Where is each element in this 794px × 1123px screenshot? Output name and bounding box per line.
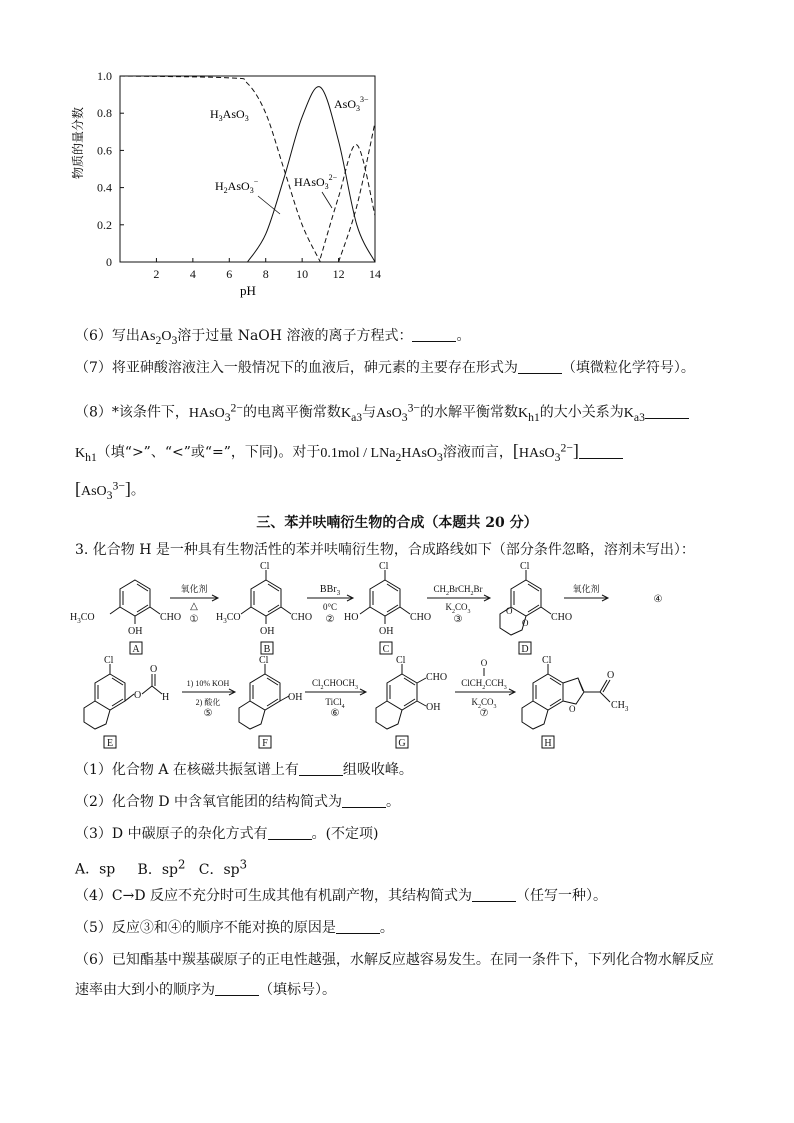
svg-text:OH: OH: [288, 692, 303, 703]
label-h3aso3: $H_3AsO_3$: [210, 107, 249, 123]
svg-text:K2CO3: $K_2CO_3$: [445, 602, 471, 615]
svg-text:Cl: Cl: [542, 655, 552, 666]
svg-text:H3CO: $H_3CO$: [216, 612, 241, 625]
x-tick-label: 14: [369, 267, 381, 281]
subquestion-2: （2）化合物 D 中含氧官能团的结构简式为 。: [75, 794, 401, 810]
label-haso3: HAsO$_3^{2-}$: [294, 173, 338, 191]
answer-blank[interactable]: [472, 887, 516, 902]
svg-text:Cl: Cl: [520, 562, 530, 572]
subquestion-1: （1）化合物 A 在核磁共振氢谱上有 组吸收峰。: [75, 762, 413, 778]
y-tick-label: 0: [106, 255, 112, 269]
x-axis-label: pH: [240, 283, 256, 298]
section-title: 三、苯并呋喃衍生物的合成（本题共 20 分）: [256, 515, 538, 531]
question-6: （6）写出$As_2O_3$溶于过量 NaOH 溶液的离子方程式： 。: [75, 328, 471, 347]
svg-text:0°C: 0°C: [322, 602, 338, 612]
y-axis-label: 物质的量分数: [71, 106, 85, 180]
x-tick-label: 4: [189, 267, 196, 281]
answer-blank[interactable]: [645, 404, 689, 419]
answer-blank[interactable]: [299, 761, 343, 776]
y-tick-label: 1.0: [97, 69, 112, 83]
y-tick-label: 0.2: [97, 217, 112, 232]
x-tick-label: 6: [226, 267, 233, 281]
label-d: D: [521, 644, 529, 655]
label-g: G: [398, 738, 406, 749]
svg-text:OH: OH: [426, 702, 441, 713]
svg-text:△: △: [190, 601, 198, 612]
compound-c-structure: [360, 570, 410, 624]
answer-blank[interactable]: [215, 981, 259, 996]
answer-blank[interactable]: [342, 793, 386, 808]
svg-text:①: ①: [189, 614, 199, 625]
svg-text:②: ②: [325, 614, 335, 625]
svg-text:TiCl4: TiCl$_4$: [325, 697, 345, 710]
svg-text:CHO: CHO: [160, 612, 182, 623]
svg-text:H: H: [162, 692, 170, 703]
svg-text:CH3: $CH_3$: [611, 700, 629, 713]
svg-text:O: O: [569, 704, 576, 714]
reagent-4: 氧化剂: [572, 584, 600, 594]
svg-text:CHO: CHO: [291, 612, 313, 623]
x-tick-label: 12: [332, 267, 345, 281]
subquestion-3-options: [75, 854, 725, 880]
label-h: H: [544, 738, 552, 749]
x-tick-label: 8: [262, 267, 269, 281]
series-h3aso3: [120, 76, 320, 262]
subquestion-6-line2: 速率由大到小的顺序为 （填标号）。: [75, 982, 336, 998]
compound-h-structure: [522, 664, 610, 729]
svg-text:③: ③: [453, 614, 463, 625]
compound-a-structure: [110, 580, 160, 624]
synthesis-scheme: [70, 562, 740, 758]
svg-text:④: ④: [653, 594, 663, 605]
svg-text:Cl: Cl: [396, 655, 406, 666]
svg-text:Cl: Cl: [259, 655, 269, 666]
svg-text:OH: OH: [379, 626, 394, 637]
series-aso33: [339, 123, 375, 263]
reagent-3: $CH_2BrCH_2Br$: [433, 584, 483, 597]
svg-text:O: O: [506, 606, 513, 616]
svg-text:O: O: [150, 664, 158, 675]
svg-text:2) 酸化: 2) 酸化: [195, 698, 221, 707]
label-a: A: [132, 644, 140, 655]
pointer-haso3: [322, 192, 332, 208]
y-tick-label: 0.6: [97, 143, 112, 158]
question-8-line3: [AsO$_3^{3-}$]。: [75, 478, 145, 502]
answer-blank[interactable]: [518, 359, 562, 374]
svg-text:⑤: ⑤: [203, 708, 213, 719]
reagent-2: BBr$_3$: [319, 584, 341, 597]
subquestion-6-line1: （6）已知酯基中羰基碳原子的正电性越强，水解反应越容易发生。在同一条件下，下列化合物水解反应: [75, 952, 714, 968]
svg-text:O: O: [480, 658, 488, 668]
label-e: E: [106, 738, 114, 749]
svg-text:OH: OH: [128, 626, 143, 637]
svg-text:OH: OH: [260, 626, 275, 637]
question-7: （7）将亚砷酸溶液注入一般情况下的血液后，砷元素的主要存在形式为 （填微粒化学符号）。: [75, 360, 695, 376]
answer-blank[interactable]: [336, 919, 380, 934]
compound-f-structure: [239, 664, 289, 729]
y-tick-label: 0.8: [97, 106, 112, 121]
distribution-chart: [70, 68, 390, 300]
x-tick-label: 10: [296, 267, 309, 281]
svg-text:CHO: CHO: [551, 612, 573, 623]
svg-text:Cl: Cl: [104, 655, 114, 666]
reagent-6: $Cl_2CHOCH_3$: [311, 678, 359, 691]
label-f: F: [262, 738, 268, 749]
svg-text:Cl: Cl: [260, 562, 270, 572]
svg-text:K2CO3: $K_2CO_3$: [471, 697, 497, 710]
answer-blank[interactable]: [268, 825, 312, 840]
pointer-h2aso3: [258, 196, 280, 214]
reagent-5: 1) 10% KOH: [186, 679, 230, 688]
subquestion-5: （5）反应③和④的顺序不能对换的原因是 。: [75, 920, 394, 936]
label-b: B: [263, 644, 271, 655]
option-b[interactable]: B．$sp^2$: [137, 857, 186, 878]
option-a[interactable]: A．sp: [75, 861, 116, 878]
svg-text:H3CO: $H_3CO$: [70, 612, 95, 625]
x-tick-label: 2: [153, 267, 160, 281]
svg-text:O: O: [522, 618, 529, 628]
option-c[interactable]: C．$sp^3$: [198, 857, 248, 878]
question-8-line1: （8）*该条件下，HAsO$_3^{2-}$的电离平衡常数$K_{a3}$与AsO$_3^{3-}$的水解平衡常数$K_{h1}$的大小关系为$K_{a3}$: [75, 398, 725, 427]
subquestion-3: （3）D 中碳原子的杂化方式有 。(不定项): [75, 826, 379, 842]
question-3-intro: 3. 化合物 H 是一种具有生物活性的苯并呋喃衍生物，合成路线如下（部分条件忽略，溶剂未写出）：: [75, 542, 695, 558]
svg-text:HO: HO: [344, 612, 359, 623]
label-c: C: [382, 644, 390, 655]
svg-text:⑥: ⑥: [330, 708, 340, 719]
svg-text:O: O: [607, 670, 615, 681]
y-tick-label: 0.4: [97, 180, 112, 195]
compound-b-structure: [241, 570, 291, 624]
question-8-line2: $K_{h1}$（填“>”、“<”或“=”，下同)。对于0.1mol / LNa$_2$HAsO$_3$溶液而言，[HAsO$_3^{2-}$]: [75, 438, 725, 467]
reagent-1: 氧化剂: [180, 584, 208, 594]
svg-text:⑦: ⑦: [479, 708, 489, 719]
svg-text:Cl: Cl: [379, 562, 389, 572]
label-h2aso3: $H_2AsO_3^-$: [215, 177, 259, 195]
answer-blank[interactable]: [579, 444, 623, 459]
compound-g-structure: [376, 664, 426, 729]
svg-text:O: O: [134, 690, 142, 701]
svg-text:CHO: CHO: [426, 672, 448, 683]
answer-blank[interactable]: [412, 327, 456, 342]
reagent-7: $ClCH_2CCH_3$: [461, 678, 507, 691]
label-aso3: AsO$_3^{3-}$: [334, 95, 369, 113]
svg-text:CHO: CHO: [410, 612, 432, 623]
subquestion-4: （4）C→D 反应不充分时可生成其他有机副产物，其结构简式为 （任写一种）。: [75, 888, 608, 904]
